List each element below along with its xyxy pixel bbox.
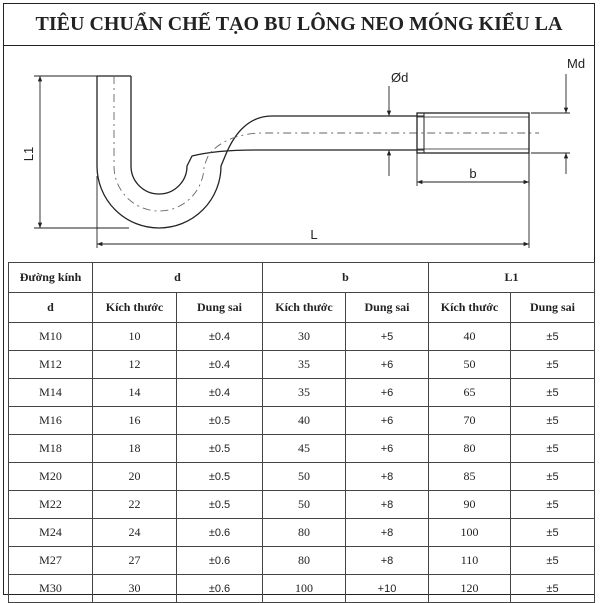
center-line [114, 76, 539, 211]
cell-name: M20 [9, 463, 93, 491]
md-label: Md [567, 56, 586, 71]
cell-l1-tolerance: ±5 [511, 435, 595, 463]
cell-d: 27 [93, 547, 177, 575]
l1-dimension [34, 76, 129, 228]
cell-name: M27 [9, 547, 93, 575]
cell-l1: 100 [429, 519, 511, 547]
cell-b: 30 [263, 323, 346, 351]
cell-l1-tolerance: ±5 [511, 547, 595, 575]
table-row [9, 407, 595, 435]
header-b-tolerance: Dung sai [346, 293, 429, 323]
cell-d: 22 [93, 491, 177, 519]
cell-l1: 70 [429, 407, 511, 435]
cell-l1-tolerance: ±5 [511, 491, 595, 519]
cell-b-tolerance: +6 [346, 407, 429, 435]
cell-b-tolerance: +6 [346, 435, 429, 463]
cell-b: 50 [263, 491, 346, 519]
l-label: L [310, 227, 318, 242]
cell-l1: 85 [429, 463, 511, 491]
cell-b-tolerance: +8 [346, 463, 429, 491]
cell-d-tolerance: ±0.6 [177, 547, 263, 575]
cell-d: 12 [93, 351, 177, 379]
table-row [9, 379, 595, 407]
table-row [9, 463, 595, 491]
cell-l1-tolerance: ±5 [511, 323, 595, 351]
header-l1-size: Kích thước [429, 293, 511, 323]
header-diameter: Đường kính [9, 263, 93, 293]
header-d-tolerance: Dung sai [177, 293, 263, 323]
cell-b-tolerance: +6 [346, 351, 429, 379]
od-label: Ød [391, 70, 409, 85]
cell-name: M10 [9, 323, 93, 351]
cell-d-tolerance: ±0.6 [177, 575, 263, 603]
cell-b: 80 [263, 547, 346, 575]
cell-l1-tolerance: ±5 [511, 379, 595, 407]
cell-b: 100 [263, 575, 346, 603]
cell-l1-tolerance: ±5 [511, 519, 595, 547]
cell-b: 35 [263, 351, 346, 379]
cell-name: M22 [9, 491, 93, 519]
table-row [9, 435, 595, 463]
header-d-size: Kích thước [93, 293, 177, 323]
cell-d: 16 [93, 407, 177, 435]
cell-name: M30 [9, 575, 93, 603]
header-l1-tolerance: Dung sai [511, 293, 595, 323]
cell-l1-tolerance: ±5 [511, 407, 595, 435]
cell-b-tolerance: +5 [346, 323, 429, 351]
md-dimension [531, 74, 570, 174]
document-frame [3, 3, 595, 595]
header-l1-group: L1 [429, 263, 595, 293]
cell-d-tolerance: ±0.6 [177, 519, 263, 547]
cell-d-tolerance: ±0.5 [177, 463, 263, 491]
cell-l1: 50 [429, 351, 511, 379]
page-title: TIÊU CHUẨN CHẾ TẠO BU LÔNG NEO MÓNG KIỂU LA [4, 4, 594, 46]
cell-b: 45 [263, 435, 346, 463]
cell-d-tolerance: ±0.5 [177, 491, 263, 519]
cell-l1: 90 [429, 491, 511, 519]
cell-name: M18 [9, 435, 93, 463]
cell-name: M16 [9, 407, 93, 435]
cell-l1: 40 [429, 323, 511, 351]
cell-name: M12 [9, 351, 93, 379]
cell-l1: 110 [429, 547, 511, 575]
cell-b: 40 [263, 407, 346, 435]
cell-l1-tolerance: ±5 [511, 351, 595, 379]
cell-l1: 65 [429, 379, 511, 407]
b-label: b [469, 166, 477, 181]
table-row [9, 491, 595, 519]
cell-b-tolerance: +8 [346, 519, 429, 547]
group-header-row [9, 263, 595, 293]
cell-b-tolerance: +8 [346, 547, 429, 575]
table-row [9, 323, 595, 351]
table-row [9, 547, 595, 575]
cell-d: 10 [93, 323, 177, 351]
cell-l1-tolerance: ±5 [511, 463, 595, 491]
bolt-outline [97, 76, 417, 228]
bolt-diagram [4, 46, 594, 262]
cell-d-tolerance: ±0.5 [177, 407, 263, 435]
cell-b-tolerance: +8 [346, 491, 429, 519]
cell-d: 18 [93, 435, 177, 463]
cell-b-tolerance: +10 [346, 575, 429, 603]
cell-l1-tolerance: ±5 [511, 575, 595, 603]
header-d: d [9, 293, 93, 323]
table-row [9, 575, 595, 603]
cell-name: M14 [9, 379, 93, 407]
cell-b: 35 [263, 379, 346, 407]
cell-b-tolerance: +6 [346, 379, 429, 407]
header-d-group: d [93, 263, 263, 293]
od-dimension [389, 86, 424, 176]
cell-name: M24 [9, 519, 93, 547]
l1-label: L1 [21, 146, 36, 162]
cell-d: 24 [93, 519, 177, 547]
header-b-group: b [263, 263, 429, 293]
cell-d-tolerance: ±0.4 [177, 323, 263, 351]
header-b-size: Kích thước [263, 293, 346, 323]
cell-d-tolerance: ±0.5 [177, 435, 263, 463]
spec-table [8, 262, 595, 603]
cell-d: 14 [93, 379, 177, 407]
cell-d: 30 [93, 575, 177, 603]
table-row [9, 519, 595, 547]
cell-d-tolerance: ±0.4 [177, 351, 263, 379]
cell-l1: 120 [429, 575, 511, 603]
sub-header-row [9, 293, 595, 323]
cell-l1: 80 [429, 435, 511, 463]
cell-b: 80 [263, 519, 346, 547]
cell-d-tolerance: ±0.4 [177, 379, 263, 407]
cell-b: 50 [263, 463, 346, 491]
cell-d: 20 [93, 463, 177, 491]
table-row [9, 351, 595, 379]
